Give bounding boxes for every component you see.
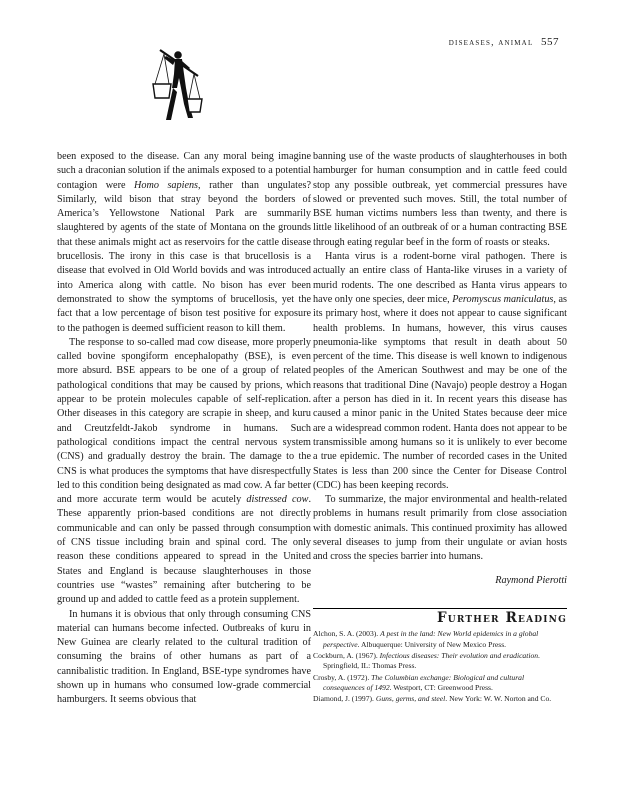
text-run: Crosby, A. (1972). [313, 672, 372, 682]
left-column [57, 150, 311, 708]
text-run: Diamond, J. (1997). [313, 694, 376, 704]
text-run: . Albuquerque: University of New Mexico Press. [357, 639, 507, 649]
further-reading-list [313, 629, 567, 705]
italic-text: A pest in the land: New World epidemics in a global perspective [323, 629, 539, 649]
body-paragraph [57, 336, 311, 608]
reference-entry [313, 673, 567, 694]
italic-text: distressed cow [246, 494, 309, 506]
body-paragraph [57, 150, 311, 336]
text-run: . Springfield, IL: Thomas Press. [323, 650, 540, 671]
text-run: Alchon, S. A. (2003). [313, 629, 381, 639]
body-paragraph [313, 493, 567, 564]
body-paragraph [313, 250, 567, 493]
body-paragraph [57, 608, 311, 708]
figure-carrying-buckets-icon [142, 44, 204, 124]
text-run: , rather than ungulates? Similarly, wild bison that stray beyond the borders of America’s Yellowstone National Park are summarily slaughtered by agents of the state of Montana on the grounds that these animals might act as reservoirs for the cattle disease brucellosis. The irony in this case is that brucellosis is a disease that evolved in Old World bovids and was introduced into America along with cattle. No bison has ever been demonstrated to show the symptoms of brucellosis, yet the fact that a low percentage of bison test positive for exposure to the pathogen is deemed sufficient reason to kill them. [57, 179, 312, 334]
text-run: Hanta virus is a rodent-borne viral pathogen. There is actually an entire class of Hanta-like viruses in a variety of murid rodents. The one described as Hanta virus appears to have only one species, deer mice, [313, 251, 567, 305]
text-run: , as its primary host, where it does not appear to cause significant health problems. In humans, however, this virus causes pneumonia-like symptoms that result in death about 50 percent of the time. This disease is well known to indigenous peoples of the American Southwest and may be one of the reasons that traditional Dine (Navajo) people destroy a Hogan after a person has died in it. In recent years this disease has caused a minor panic in the United States because deer mice are a widespread common rodent. Hanta does not appear to be transmissible among humans so it is unlikely to ever become a true epidemic. The number of recorded cases in the United States is less than 200 since the Center for Disease Control (CDC) has been keeping records. [313, 293, 567, 491]
reference-entry [313, 629, 567, 650]
page-number: 557 [541, 36, 559, 48]
italic-text: The Columbian exchange: Biological and cultural consequences of 1492 [323, 672, 525, 693]
text-run: . Westport, CT: Greenwood Press. [389, 683, 493, 693]
text-run: . New York: W. W. Norton and Co. [445, 694, 552, 704]
text-run: . These apparently prion-based conditions are not directly communicable and can only be passed through consumption of CNS tissue including brain and spinal cord. The only reason these conditions appeared to spread in the United States and England is because slaughterhouses in those countries use “wastes” remaining after butchering to be ground up and added to cattle feed as a protein supplement. [57, 494, 311, 606]
text-run: To summarize, the major environmental and health-related problems in humans result primarily from close association with domestic animals. This continued proximity has allowed several diseases to jump from their ungulate or avian hosts and cross the species barrier into humans. [313, 494, 567, 563]
right-column [313, 150, 567, 705]
text-run: Cockburn, A. (1967). [313, 650, 380, 660]
running-head-title: diseases, animal [448, 38, 534, 48]
body-paragraph [313, 150, 567, 250]
running-head [449, 36, 559, 48]
reference-entry [313, 694, 567, 705]
text-run: banning use of the waste products of slaughterhouses in both hamburger for human consumption and in cattle feed could stop any possible outbreak, yet commercial pressures have slowed or prevented such moves. Still, the total number of BSE human victims numbers less than twenty, and there is little likelihood of an outbreak of or a human contracting BSE through eating regular beef in the form of roasts or steaks. [313, 151, 567, 248]
further-reading-title: Further Reading [313, 608, 567, 625]
text-run: In humans it is obvious that only through consuming CNS material can humans become infected. Outbreaks of kuru in New Guinea are clearly related to the cultural tradition of consuming the brains of other humans as part of a cannibalistic tradition. In England, BSE-type syndromes have shown up in humans who consumed low-grade commercial hamburgers. It seems obvious that [57, 608, 311, 706]
italic-text: Guns, germs, and steel [375, 694, 446, 704]
right-column-body [313, 150, 567, 565]
italic-text: Infectious diseases: Their evolution and eradication [379, 650, 539, 660]
text-run: been exposed to the disease. Can any moral being imagine such a draconian solution if the animals exposed to a potential contagion were [57, 151, 311, 191]
italic-text: Homo sapiens [134, 179, 199, 191]
reference-entry [313, 651, 567, 672]
author-signature: Raymond Pierotti [495, 574, 567, 586]
text-run: The response to so-called mad cow disease, more properly called bovine spongiform encephalopathy (BSE), is even more absurd. BSE appears to be one of a group of related pathological conditions that may be caused by prions, which appear to be protein molecules capable of self-replication. Other diseases in this category are scrapie in sheep, and kuru and Creutzfeldt-Jakob syndrome in humans. Such pathological conditions impact the central nervous system (CNS) and gradually destroy the brain. The damage to the CNS is what produces the symptoms that have disrespectfully led to this condition being designated as mad cow. A far better and more accurate term would be acutely [57, 336, 311, 506]
italic-text: Peromyscus maniculatus [452, 293, 554, 305]
